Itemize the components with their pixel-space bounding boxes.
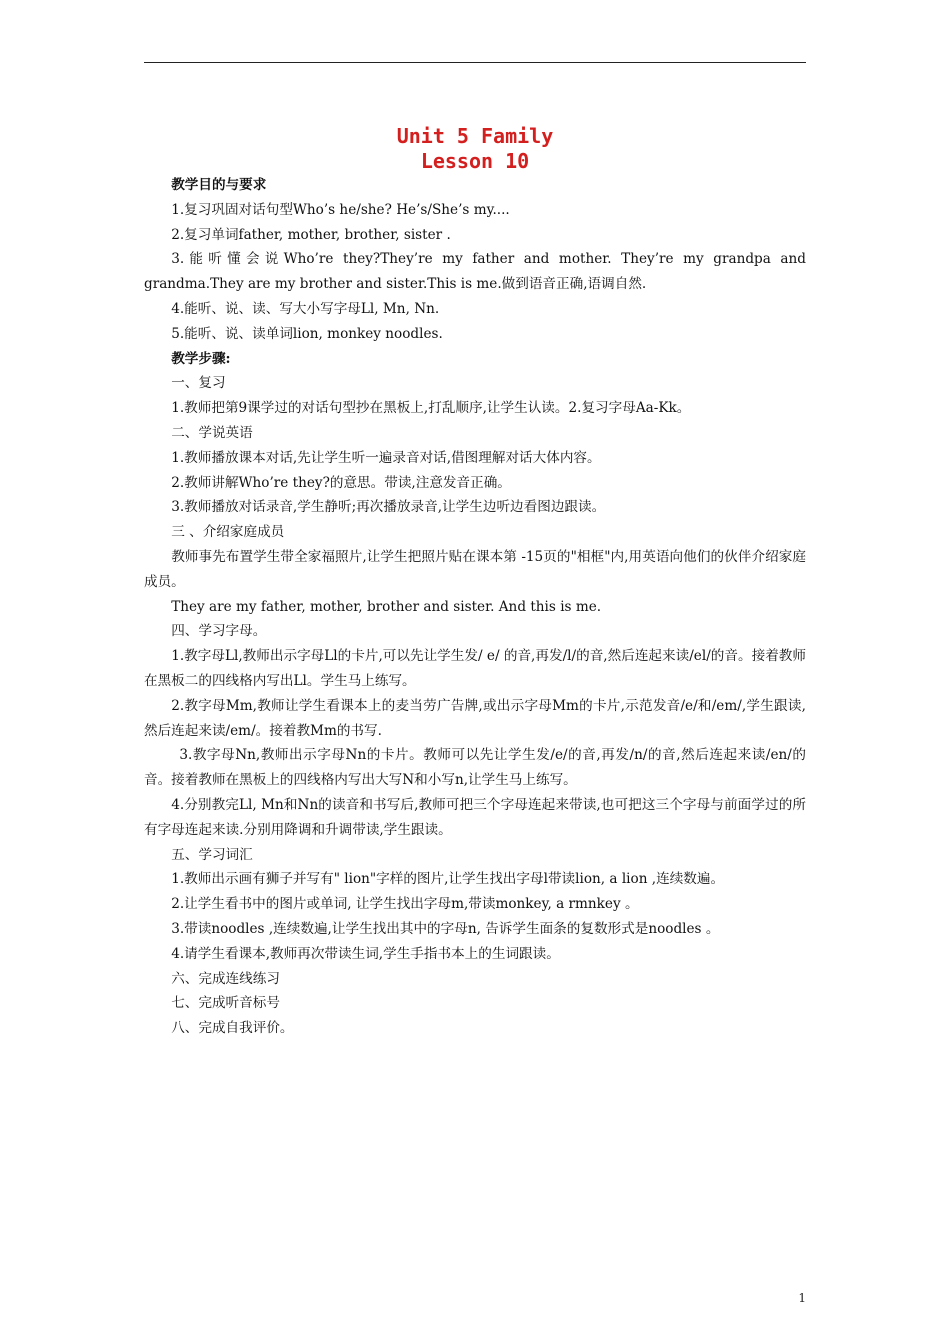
paragraph: They are my father, mother, brother and sister. And this is me. bbox=[171, 598, 602, 615]
paragraph: 六、完成连线练习 bbox=[171, 970, 280, 987]
paragraph: 5.能听、说、读单词lion, monkey noodles. bbox=[171, 325, 443, 342]
paragraph: 2.复习单词father, mother, brother, sister . bbox=[171, 226, 451, 243]
paragraph: 3.能听懂会说Who’re they?They’re my father and mother. They’re my grandpa and grandma.They are my brother and sister.This is me.做到语音正确,语调自然. bbox=[144, 251, 806, 293]
paragraph: 3.教字母Nn,教师出示字母Nn的卡片。教师可以先让学生发/e/的音,再发/n/的音,然后连起来读/en/的音。接着教师在黑板上的四线格内写出大写N和小写n,让学生马上练写。 bbox=[144, 747, 806, 789]
section-heading: 教学步骤: bbox=[171, 350, 231, 367]
paragraph: 4.请学生看课本,教师再次带读生词,学生手指书本上的生词跟读。 bbox=[171, 945, 560, 962]
lesson-plan-body bbox=[144, 173, 806, 1041]
lesson-title: Lesson 10 bbox=[420, 149, 530, 173]
paragraph: 2.让学生看书中的图片或单词, 让学生找出字母m,带读monkey, a rmnkey 。 bbox=[171, 896, 639, 913]
section-heading: 教学目的与要求 bbox=[171, 177, 267, 193]
paragraph: 七、完成听音标号 bbox=[171, 995, 280, 1012]
paragraph: 2.教字母Mm,教师让学生看课本上的麦当劳广告牌,或出示字母Mm的卡片,示范发音/e/和/em/,学生跟读,然后连起来读/em/。接着教Mm的书写. bbox=[144, 697, 806, 739]
paragraph: 2.教师讲解Who’re they?的意思。带读,注意发音正确。 bbox=[171, 474, 511, 491]
document-title bbox=[144, 124, 806, 174]
paragraph: 4.分别教完Ll, Mn和Nn的读音和书写后,教师可把三个字母连起来带读,也可把这三个字母与前面学过的所有字母连起来读.分别用降调和升调带读,学生跟读。 bbox=[144, 796, 806, 838]
paragraph: 八、完成自我评价。 bbox=[171, 1020, 294, 1037]
paragraph: 二、学说英语 bbox=[171, 424, 253, 441]
paragraph: 3.教师播放对话录音,学生静听;再次播放录音,让学生边听边看图边跟读。 bbox=[171, 499, 606, 516]
paragraph: 4.能听、说、读、写大小写字母Ll, Mn, Nn. bbox=[171, 300, 440, 317]
paragraph: 四、学习字母。 bbox=[171, 623, 267, 640]
paragraph: 一、复习 bbox=[171, 375, 226, 392]
paragraph: 1.教师出示画有狮子并写有" lion"字样的图片,让学生找出字母l带读lion, a lion ,连续数遍。 bbox=[171, 871, 725, 888]
paragraph: 1.复习巩固对话句型Who’s he/she? He’s/She’s my.... bbox=[171, 201, 510, 218]
header-rule bbox=[144, 62, 806, 63]
unit-title: Unit 5 Family bbox=[396, 124, 554, 148]
page-number: 1 bbox=[798, 1291, 806, 1305]
paragraph: 1.教师播放课本对话,先让学生听一遍录音对话,借图理解对话大体内容。 bbox=[171, 449, 601, 466]
paragraph: 3.带读noodles ,连续数遍,让学生找出其中的字母n, 告诉学生面条的复数形式是noodles 。 bbox=[171, 920, 720, 937]
paragraph: 五、学习词汇 bbox=[171, 846, 253, 863]
paragraph: 三 、介绍家庭成员 bbox=[171, 524, 285, 541]
paragraph: 1.教字母Ll,教师出示字母Ll的卡片,可以先让学生发/ e/ 的音,再发/l/的音,然后连起来读/el/的音。接着教师在黑板二的四线格内写出Ll。学生马上练写。 bbox=[144, 648, 806, 689]
paragraph: 教师事先布置学生带全家福照片,让学生把照片贴在课本第 -15页的"相框"内,用英语向他们的伙伴介绍家庭成员。 bbox=[144, 548, 806, 590]
paragraph: 1.教师把第9课学过的对话句型抄在黑板上,打乱顺序,让学生认读。2.复习字母Aa-Kk。 bbox=[171, 400, 691, 417]
